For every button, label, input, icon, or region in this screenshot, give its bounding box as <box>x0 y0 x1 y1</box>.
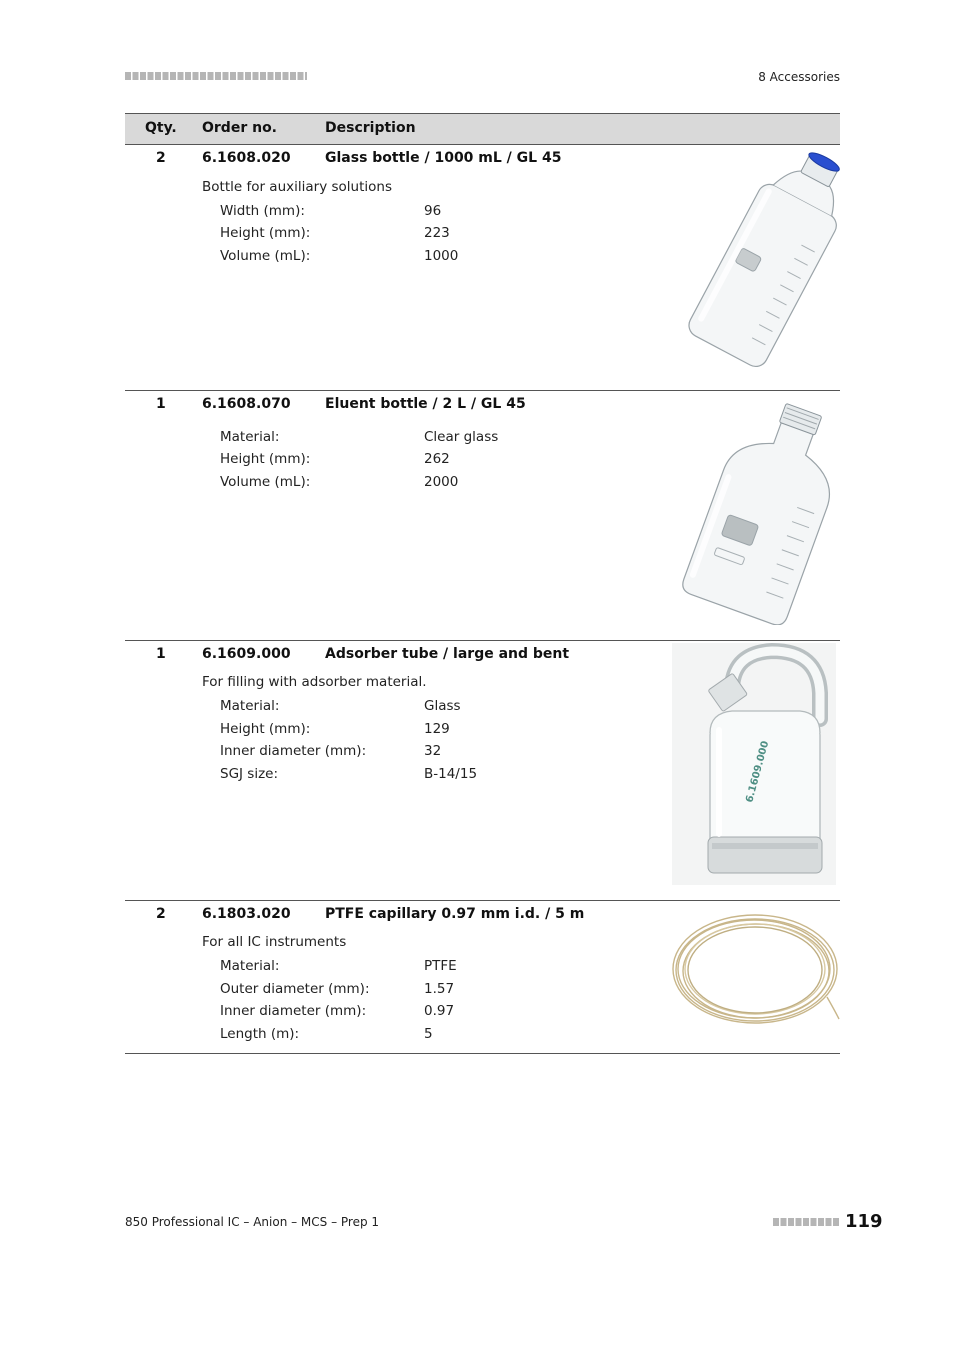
item-intro: For filling with adsorber material. <box>202 674 427 690</box>
spec-value: 0.97 <box>424 1003 455 1019</box>
table-row <box>125 391 840 641</box>
spec-value: 2000 <box>424 474 459 490</box>
spec-value: 96 <box>424 203 442 219</box>
item-title: Adsorber tube / large and bent <box>325 646 570 662</box>
chapter-title: 8 Accessories <box>758 70 840 84</box>
spec-value: B-14/15 <box>424 766 478 782</box>
table-header <box>125 113 840 145</box>
column-header-qty: Qty. <box>145 120 177 136</box>
order-number: 6.1608.020 <box>202 150 291 166</box>
order-number: 6.1608.070 <box>202 396 291 412</box>
qty-cell: 2 <box>156 906 166 922</box>
accessories-table <box>125 113 840 1054</box>
spec-value: 129 <box>424 721 450 737</box>
spec-value: 223 <box>424 225 450 241</box>
item-title: Eluent bottle / 2 L / GL 45 <box>325 396 526 412</box>
glass-bottle-1000ml-image <box>670 151 840 379</box>
spec-value: Clear glass <box>424 429 499 445</box>
footer-decoration <box>773 1218 839 1226</box>
spec-value: 1000 <box>424 248 459 264</box>
spec-key: Volume (mL): <box>220 474 311 490</box>
spec-key: Material: <box>220 698 280 714</box>
spec-key: Material: <box>220 958 280 974</box>
item-title: PTFE capillary 0.97 mm i.d. / 5 m <box>325 906 585 922</box>
spec-value: PTFE <box>424 958 457 974</box>
spec-key: Volume (mL): <box>220 248 311 264</box>
tube-label: 6.1609.000 <box>744 739 772 804</box>
qty-cell: 2 <box>156 150 166 166</box>
table-row <box>125 641 840 901</box>
spec-key: Outer diameter (mm): <box>220 981 370 997</box>
column-header-description: Description <box>325 120 416 136</box>
order-number: 6.1803.020 <box>202 906 291 922</box>
item-intro: Bottle for auxiliary solutions <box>202 179 392 195</box>
spec-value: 5 <box>424 1026 433 1042</box>
adsorber-tube-image <box>672 643 836 885</box>
spec-key: Length (m): <box>220 1026 300 1042</box>
eluent-bottle-2l-image <box>670 397 840 625</box>
page-number: 119 <box>845 1211 883 1232</box>
qty-cell: 1 <box>156 396 166 412</box>
header-decoration <box>125 72 307 80</box>
ptfe-capillary-coil-image <box>669 907 841 1035</box>
spec-key: SGJ size: <box>220 766 279 782</box>
item-intro: For all IC instruments <box>202 934 347 950</box>
footer-title: 850 Professional IC – Anion – MCS – Prep 1 <box>125 1215 380 1229</box>
spec-key: Inner diameter (mm): <box>220 1003 367 1019</box>
order-number: 6.1609.000 <box>202 646 291 662</box>
table-row <box>125 145 840 391</box>
item-title: Glass bottle / 1000 mL / GL 45 <box>325 150 562 166</box>
spec-key: Material: <box>220 429 280 445</box>
spec-key: Height (mm): <box>220 721 311 737</box>
spec-value: 1.57 <box>424 981 455 997</box>
spec-key: Height (mm): <box>220 225 311 241</box>
spec-key: Inner diameter (mm): <box>220 743 367 759</box>
spec-value: 262 <box>424 451 450 467</box>
spec-key: Width (mm): <box>220 203 305 219</box>
spec-value: 32 <box>424 743 442 759</box>
column-header-order-no: Order no. <box>202 120 278 136</box>
spec-key: Height (mm): <box>220 451 311 467</box>
table-row <box>125 901 840 1054</box>
spec-value: Glass <box>424 698 461 714</box>
qty-cell: 1 <box>156 646 166 662</box>
